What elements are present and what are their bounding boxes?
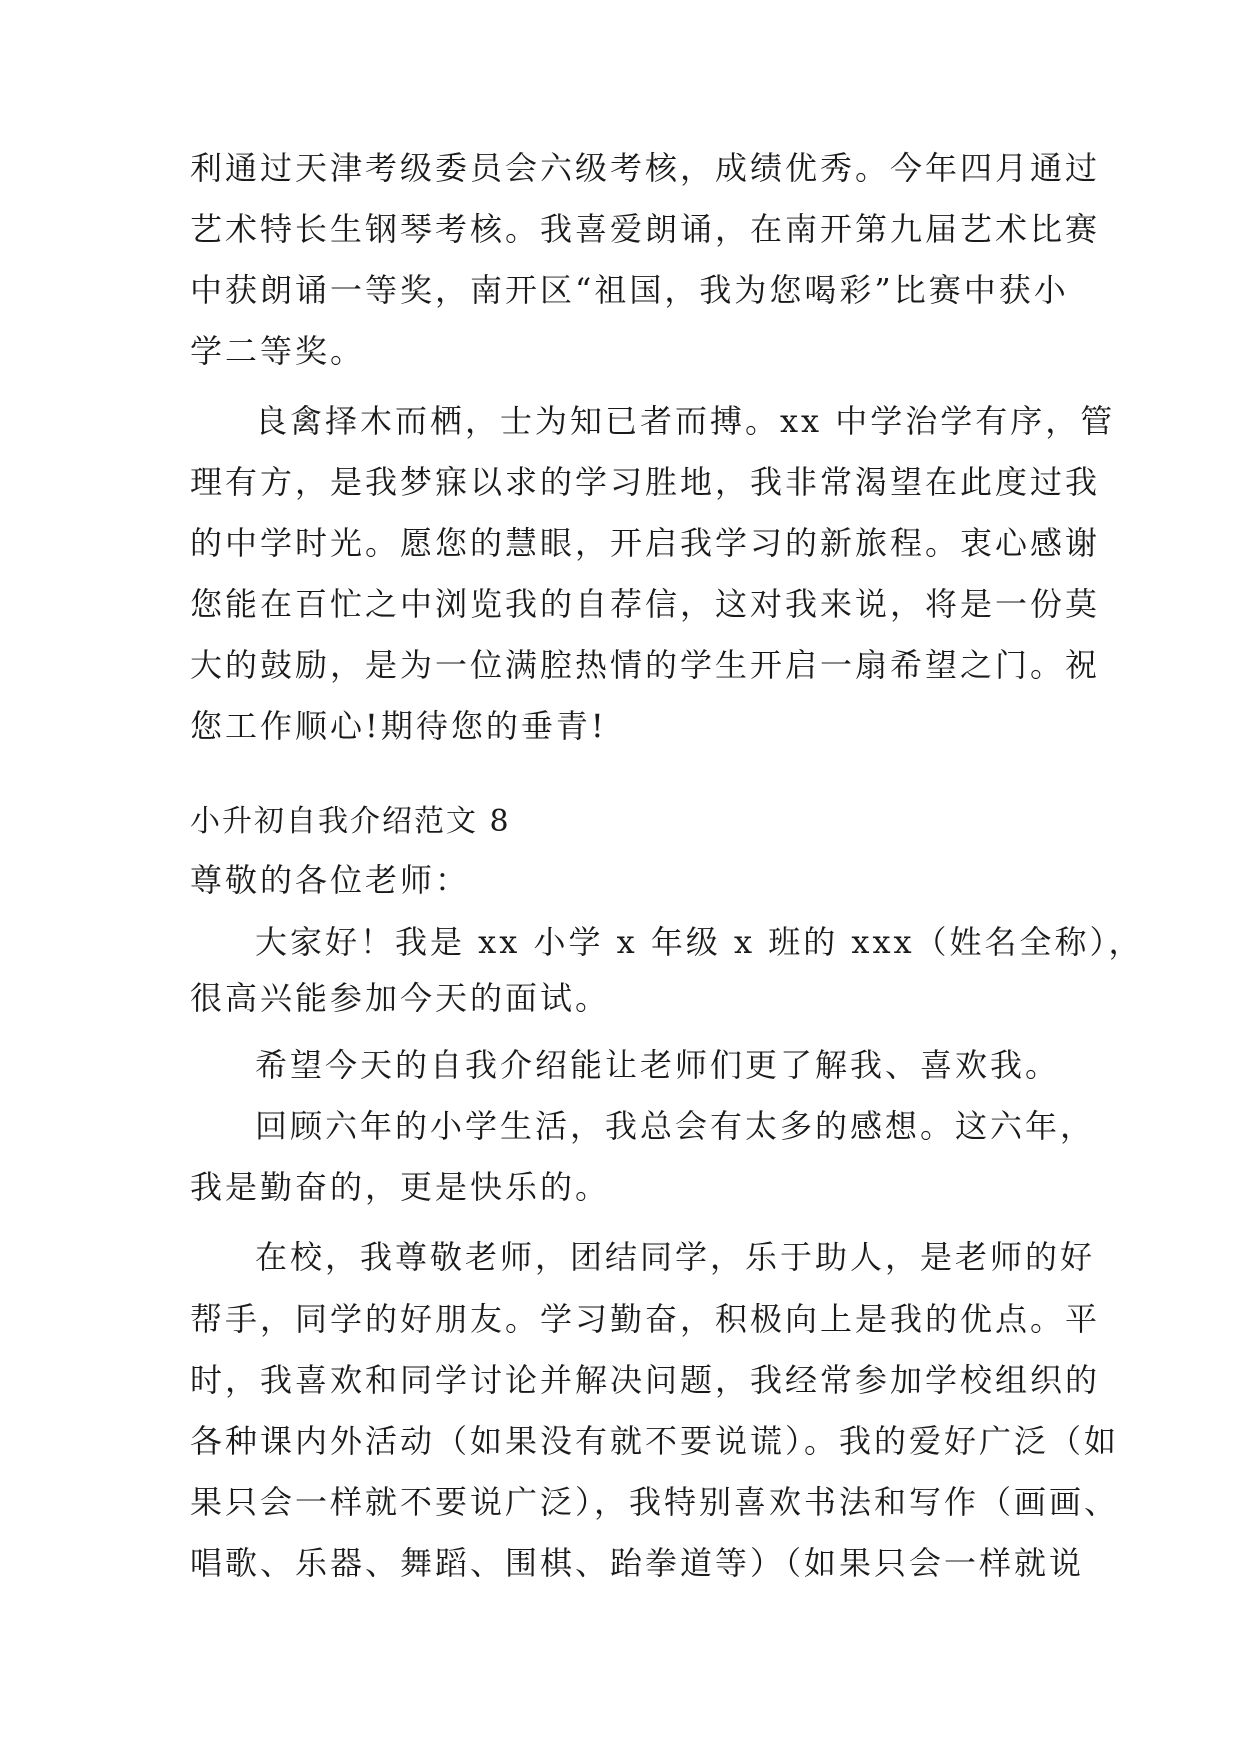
section-heading: 小升初自我介绍范文 8 <box>190 804 511 839</box>
paragraph-line: 艺术特长生钢琴考核。我喜爱朗诵，在南开第九届艺术比赛 <box>190 210 1101 248</box>
paragraph-line: 良禽择木而栖，士为知已者而搏。xx 中学治学有序，管 <box>255 402 1116 440</box>
paragraph-line: 理有方，是我梦寐以求的学习胜地，我非常渴望在此度过我 <box>190 463 1101 501</box>
paragraph-line: 帮手，同学的好朋友。学习勤奋，积极向上是我的优点。平 <box>190 1300 1101 1338</box>
paragraph-line: 利通过天津考级委员会六级考核，成绩优秀。今年四月通过 <box>190 149 1101 187</box>
paragraph-line: 在校，我尊敬老师，团结同学，乐于助人，是老师的好 <box>255 1238 1096 1276</box>
paragraph-line: 时，我喜欢和同学讨论并解决问题，我经常参加学校组织的 <box>190 1361 1101 1399</box>
paragraph-line: 唱歌、乐器、舞蹈、围棋、跆拳道等）（如果只会一样就说 <box>190 1544 1085 1582</box>
paragraph-line: 回顾六年的小学生活，我总会有太多的感想。这六年， <box>255 1107 1096 1145</box>
paragraph-line: 的中学时光。愿您的慧眼，开启我学习的新旅程。衷心感谢 <box>190 524 1101 562</box>
paragraph-line: 各种课内外活动（如果没有就不要说谎）。我的爱好广泛（如 <box>190 1422 1120 1460</box>
paragraph-line: 学二等奖。 <box>190 332 366 370</box>
paragraph-line: 果只会一样就不要说广泛），我特别喜欢书法和写作（画画、 <box>190 1483 1120 1521</box>
paragraph-line: 中获朗诵一等奖，南开区“祖国，我为您喝彩”比赛中获小 <box>190 271 1069 309</box>
salutation: 尊敬的各位老师： <box>190 861 471 899</box>
paragraph-line: 大的鼓励，是为一位满腔热情的学生开启一扇希望之门。祝 <box>190 646 1101 684</box>
paragraph-line: 大家好！我是 xx 小学 x 年级 x 班的 xxx（姓名全称）， <box>255 923 1144 961</box>
paragraph-line: 很高兴能参加今天的面试。 <box>190 979 611 1017</box>
paragraph-line: 您工作顺心!期待您的垂青! <box>190 707 607 745</box>
paragraph-line: 您能在百忙之中浏览我的自荐信，这对我来说，将是一份莫 <box>190 585 1101 623</box>
paragraph-line: 我是勤奋的，更是快乐的。 <box>190 1168 611 1206</box>
paragraph-line: 希望今天的自我介绍能让老师们更了解我、喜欢我。 <box>255 1046 1061 1084</box>
